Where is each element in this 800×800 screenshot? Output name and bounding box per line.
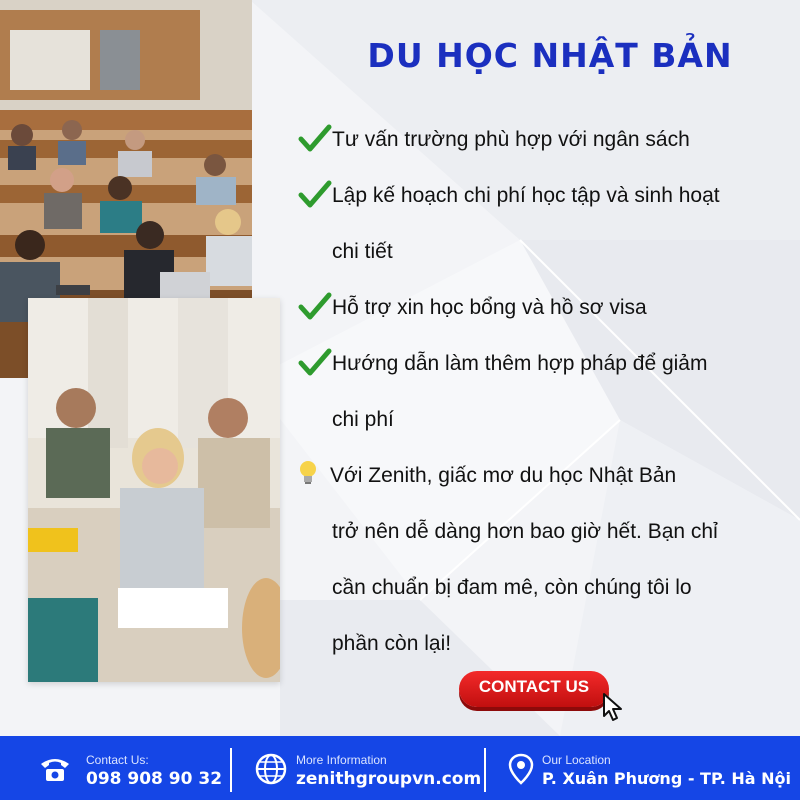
study-group-photo [28,298,280,682]
note-line: phần còn lại! [332,632,452,655]
benefit-item [298,112,788,168]
info-label: More Information [296,753,387,767]
telephone-icon [38,752,72,786]
contact-phone[interactable]: 098 908 90 32 [86,769,223,789]
note-line: cần chuẩn bị đam mê, còn chúng tôi lo [332,576,692,599]
lightbulb-icon [298,460,318,486]
website-link[interactable]: zenithgroupvn.com [296,769,482,789]
benefit-text: Hướng dẫn làm thêm hợp pháp để giảm [332,352,708,375]
benefit-item [298,336,788,448]
footer-info [232,736,482,800]
page-title: DU HỌC NHẬT BẢN [367,36,733,75]
contact-us-button[interactable]: CONTACT US [459,671,609,707]
footer-bar [0,736,800,800]
footer-location [486,736,800,800]
cursor-icon [596,690,630,724]
note-line: trở nên dễ dàng hơn bao giờ hết. Bạn chỉ [332,520,718,543]
zenith-note [298,448,788,672]
benefits-list [298,112,788,672]
note-line: Với Zenith, giấc mơ du học Nhật Bản [330,464,677,487]
location-label: Our Location [542,753,611,767]
check-icon [298,124,332,154]
check-icon [298,292,332,322]
footer-contact [0,736,230,800]
benefit-text: Tư vấn trường phù hợp với ngân sách [332,128,690,151]
check-icon [298,180,332,210]
benefit-item [298,168,788,280]
benefit-text: Hỗ trợ xin học bổng và hồ sơ visa [332,296,647,319]
location-pin-icon [504,752,538,786]
benefit-text: Lập kế hoạch chi phí học tập và sinh hoạt [332,184,720,207]
location-address: P. Xuân Phương - TP. Hà Nội [542,769,792,788]
benefit-item [298,280,788,336]
benefit-text-continuation: chi phí [332,408,394,431]
check-icon [298,348,332,378]
contact-label: Contact Us: [86,753,149,767]
benefit-text-continuation: chi tiết [332,240,393,263]
globe-icon [254,752,288,786]
